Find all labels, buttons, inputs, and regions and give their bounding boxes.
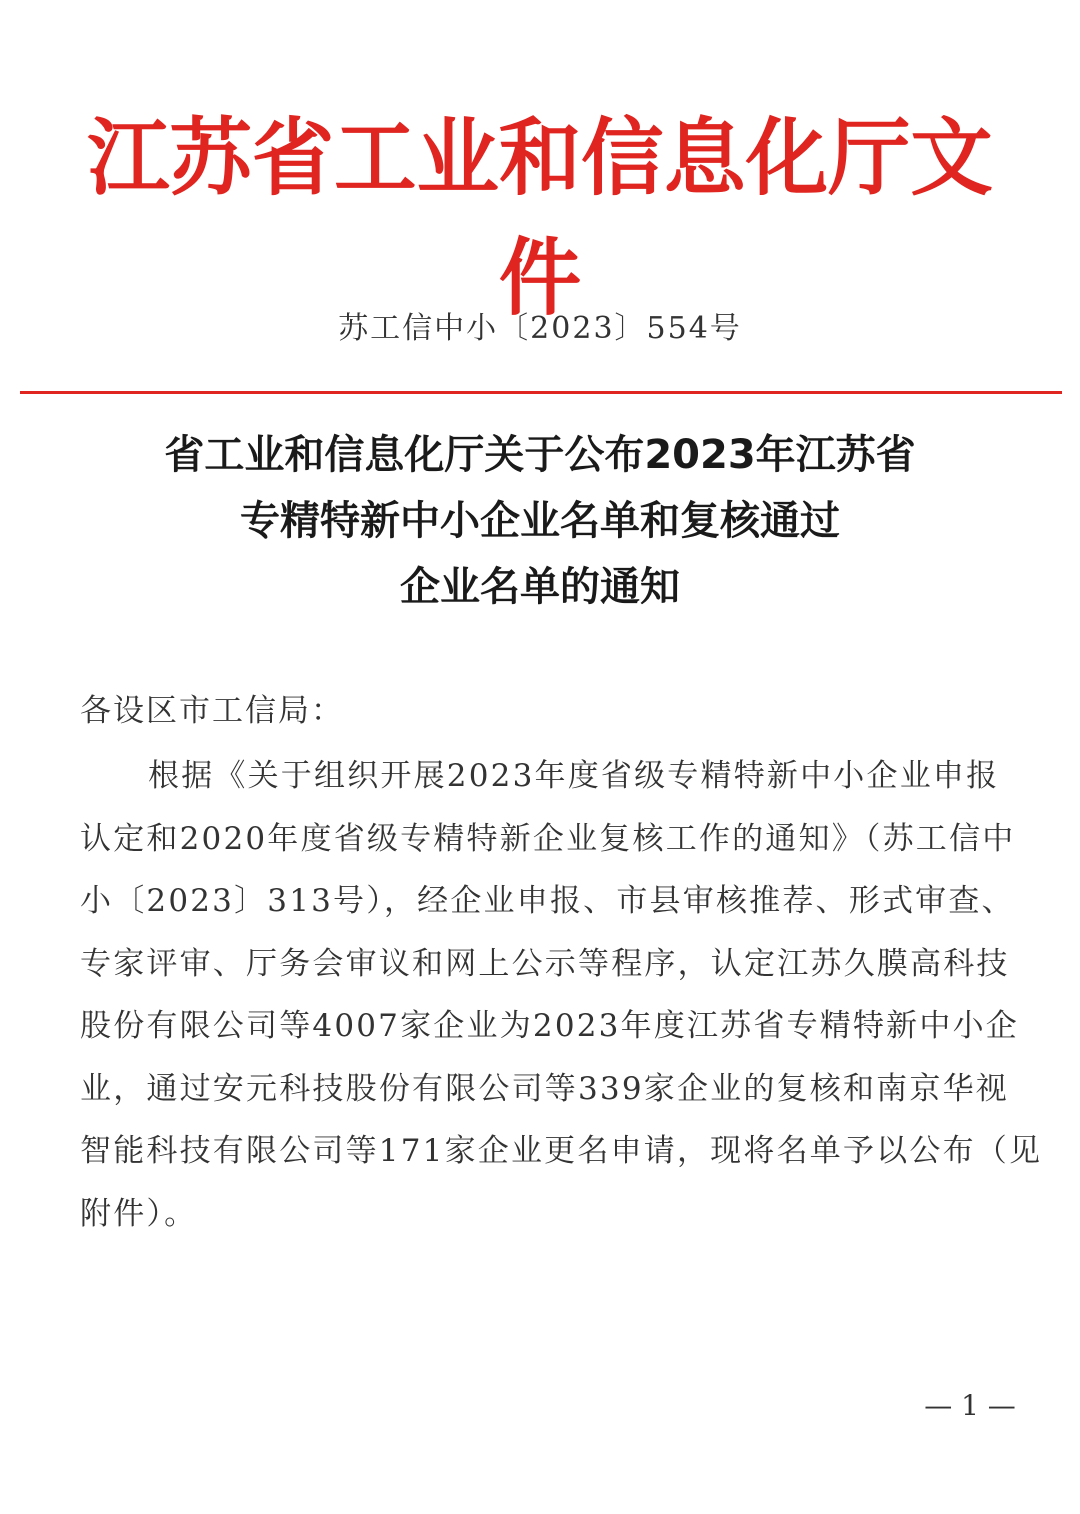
issuer-header: 江苏省工业和信息化厅文件 (87, 109, 993, 327)
title-line: 省工业和信息化厅关于公布2023年江苏省 (164, 432, 916, 478)
document-number: 苏工信中小〔2023〕554号 (338, 311, 742, 346)
title-line: 专精特新中小企业名单和复核通过 (240, 498, 840, 544)
body-line: 智能科技有限公司等171家企业更名申请，现将名单予以公布（见 (80, 1133, 1043, 1169)
body-line: 股份有限公司等4007家企业为2023年度江苏省专精特新中小企 (80, 1008, 1019, 1044)
body-paragraph (80, 745, 1043, 1245)
page-number: — 1 — (924, 1389, 1016, 1422)
salutation: 各设区市工信局： (80, 693, 344, 729)
title-line: 企业名单的通知 (400, 564, 680, 610)
body-line: 认定和2020年度省级专精特新企业复核工作的通知》（苏工信中 (80, 820, 1016, 857)
body-line: 根据《关于组织开展2023年度省级专精特新中小企业申报 (148, 758, 1000, 794)
body-line: 业，通过安元科技股份有限公司等339家企业的复核和南京华视 (80, 1070, 1009, 1107)
body-line: 小〔2023〕313号），经企业申报、市县审核推荐、形式审查、 (80, 883, 1015, 919)
body-line: 专家评审、厅务会审议和网上公示等程序，认定江苏久膜高科技 (80, 945, 1010, 982)
red-divider-rule (20, 391, 1062, 394)
body-line: 附件）。 (80, 1195, 198, 1232)
notice-title (60, 422, 1020, 620)
